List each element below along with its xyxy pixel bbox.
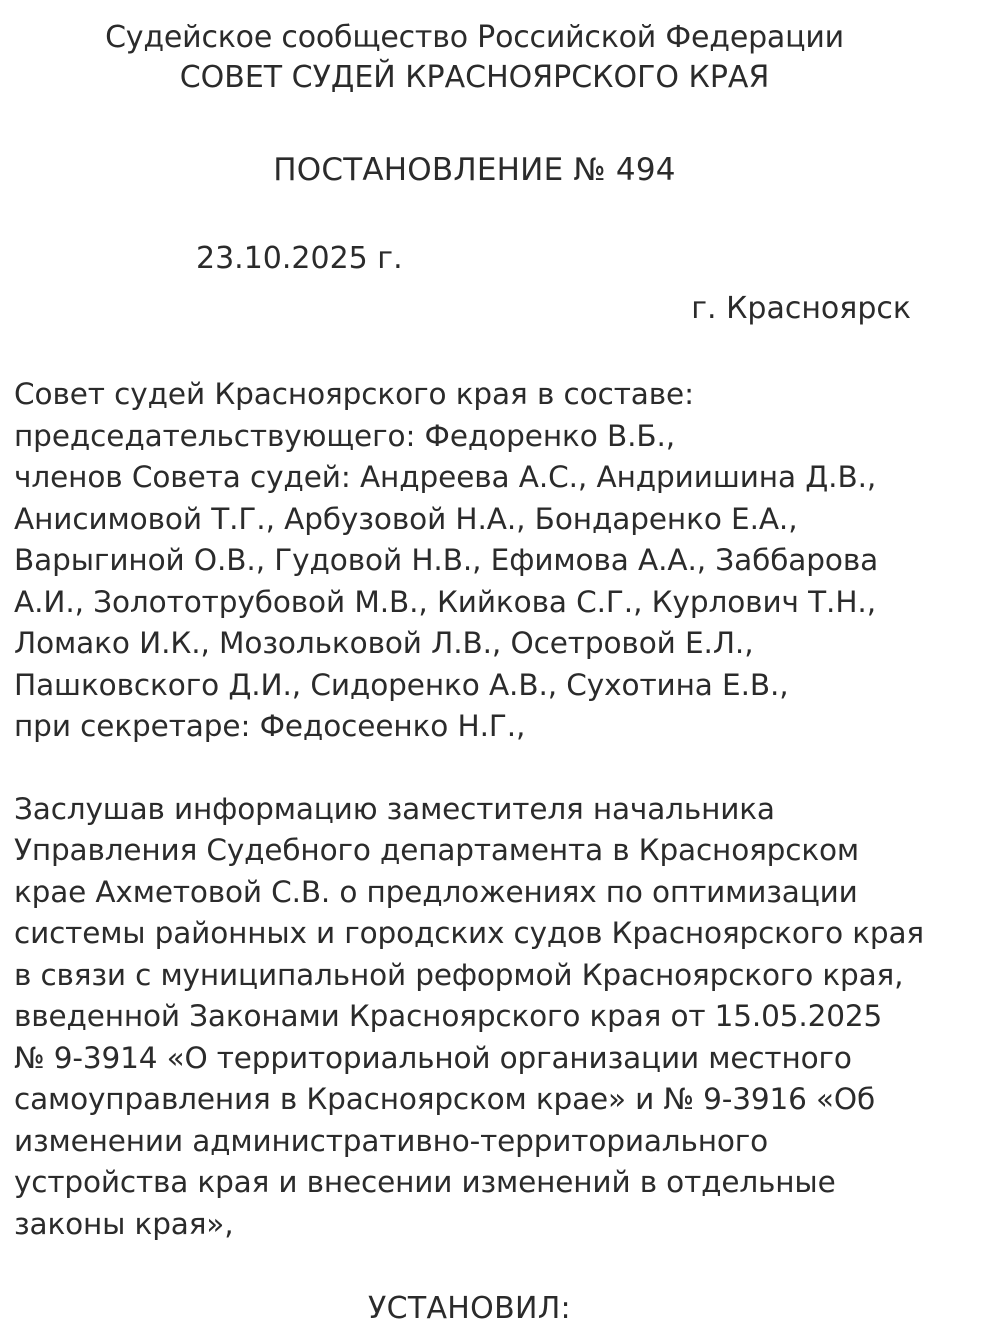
document-title: ПОСТАНОВЛЕНИЕ № 494 bbox=[273, 152, 676, 188]
composition-line: председательствующего: Федоренко В.Б., bbox=[14, 418, 676, 453]
composition-line: членов Совета судей: Андреева А.С., Андриишина Д.В., bbox=[14, 460, 877, 494]
composition-line: при секретаре: Федосеенко Н.Г., bbox=[14, 709, 526, 743]
narrative-line: самоуправления в Красноярском крае» и № 9-3916 «Об bbox=[14, 1082, 876, 1116]
paragraph-spacer bbox=[14, 748, 935, 789]
narrative-line: устройства края и внесении изменений в отдельные bbox=[14, 1165, 836, 1199]
document-date: 23.10.2025 г. bbox=[196, 241, 403, 276]
narrative-line: системы районных и городских судов Красноярского края bbox=[14, 916, 924, 950]
narrative-line: изменении административно-территориального bbox=[14, 1123, 768, 1158]
council-composition bbox=[14, 374, 935, 748]
resolution-keyword: УСТАНОВИЛ: bbox=[368, 1291, 571, 1326]
document-header bbox=[14, 18, 935, 98]
composition-line: Варыгиной О.В., Гудовой Н.В., Ефимова А.А., Заббарова bbox=[14, 543, 879, 577]
narrative-line: в связи с муниципальной реформой Красноярского края, bbox=[14, 957, 904, 992]
composition-line: Ломако И.К., Мозольковой Л.В., Осетровой Е.Л., bbox=[14, 626, 754, 660]
narrative-line: крае Ахметовой С.В. о предложениях по оптимизации bbox=[14, 874, 858, 909]
composition-line: Совет судей Красноярского края в составе: bbox=[14, 377, 694, 411]
composition-line: Пашковского Д.И., Сидоренко А.В., Сухотина Е.В., bbox=[14, 667, 789, 702]
narrative-line: Заслушав информацию заместителя начальника bbox=[14, 791, 775, 826]
organization-line-2: СОВЕТ СУДЕЙ КРАСНОЯРСКОГО КРАЯ bbox=[179, 60, 770, 95]
narrative-line: Управления Судебного департамента в Красноярском bbox=[14, 833, 860, 867]
narrative-line: № 9-3914 «О территориальной организации местного bbox=[14, 1040, 852, 1075]
narrative-line: законы края», bbox=[14, 1206, 234, 1241]
document-city: г. Красноярск bbox=[691, 291, 911, 326]
narrative-paragraph bbox=[14, 789, 935, 1246]
composition-line: Анисимовой Т.Г., Арбузовой Н.А., Бондаренко Е.А., bbox=[14, 501, 798, 536]
composition-line: А.И., Золототрубовой М.В., Кийкова С.Г., Курлович Т.Н., bbox=[14, 584, 876, 619]
organization-line-1: Судейское сообщество Российской Федерации bbox=[105, 20, 844, 55]
narrative-line: введенной Законами Красноярского края от 15.05.2025 bbox=[14, 999, 883, 1033]
